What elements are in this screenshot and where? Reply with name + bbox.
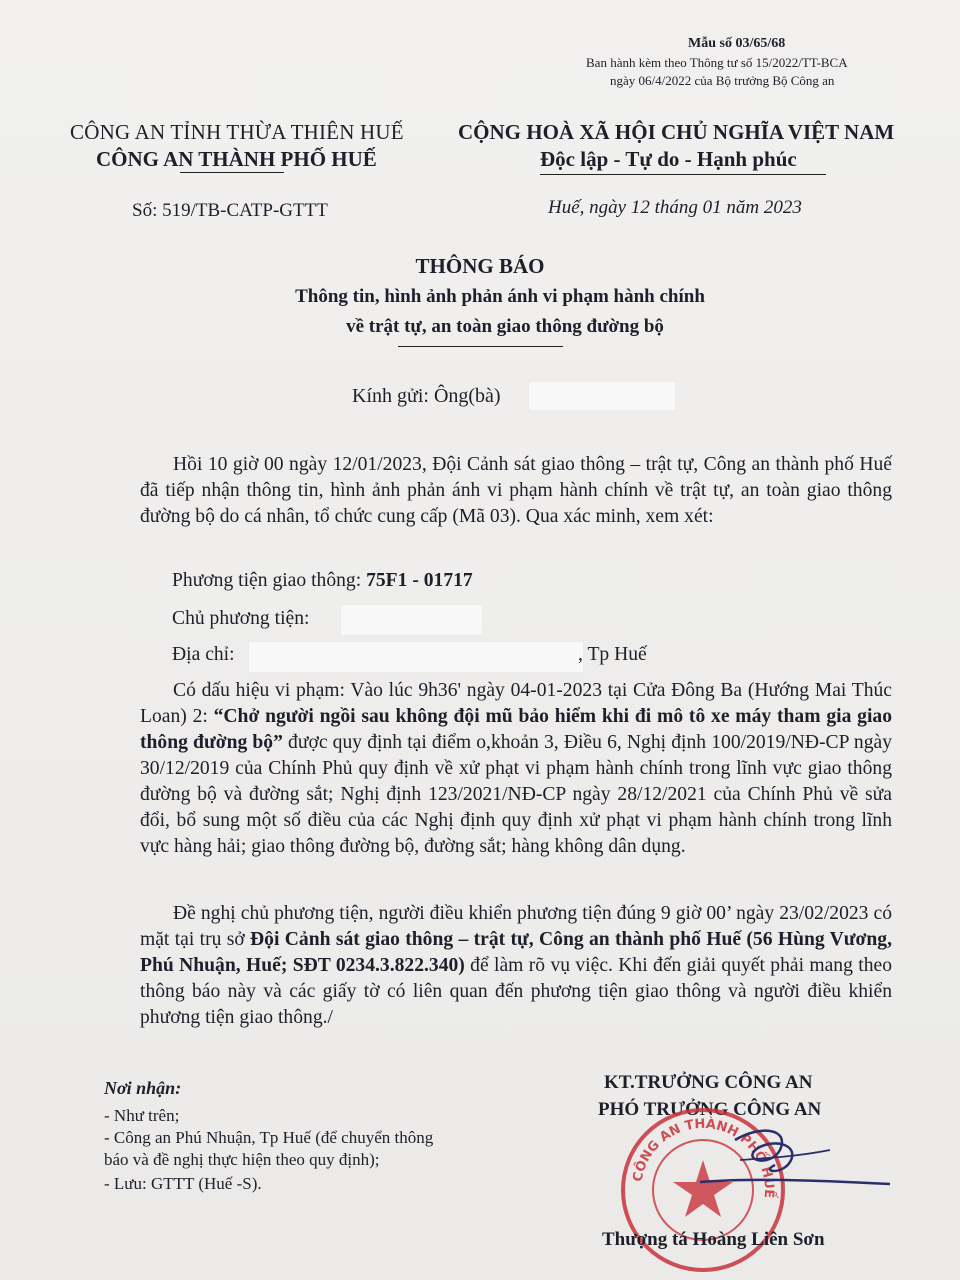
violation-text-1: Có dấu hiệu vi phạm: Vào lúc 9h36' ngày 04-01-2023 tại Cửa Đông Ba (Hướng Mai Thúc Loan) 2: xyxy=(140,680,892,727)
vehicle-label: Phương tiện giao thông: xyxy=(172,570,367,591)
intro-paragraph: Hồi 10 giờ 00 ngày 12/01/2023, Đội Cảnh sát giao thông – trật tự, Công an thành phố Huế đã tiếp nhận thông tin, hình ảnh phản ánh vi phạm hành chính về trật tự, an toàn giao thông đường bộ do cá nhân, tổ chức cung cấp (Mã 03). Qua xác minh, xem xét: xyxy=(140,454,892,527)
greeting-label: Kính gửi: Ông(bà) xyxy=(352,385,501,407)
recipient-item: - Công an Phú Nhuận, Tp Huế (để chuyển thông xyxy=(104,1128,434,1147)
motto-underline xyxy=(540,174,826,175)
address-suffix: , Tp Huế xyxy=(578,644,647,665)
document-title: THÔNG BÁO xyxy=(415,254,545,278)
document-number: Số: 519/TB-CATP-GTTT xyxy=(132,200,328,221)
document-subtitle-line2: về trật tự, an toàn giao thông đường bộ xyxy=(346,316,664,337)
recipient-item: - Lưu: GTTT (Huế -S). xyxy=(104,1174,262,1193)
recipient-item: báo và đề nghị thực hiện theo quy định); xyxy=(104,1150,380,1169)
request-text-2: để làm rõ vụ việc. Khi đến giải quyết phải mang theo thông báo này và các giấy tờ có liên quan đến phương tiện giao thông và người điều khiển phương tiện giao thông./ xyxy=(140,955,892,1028)
vehicle-line xyxy=(172,570,473,592)
request-text-1: Đề nghị chủ phương tiện, người điều khiển phương tiện đúng 9 giờ 00’ ngày 23/02/2023 có mặt tại trụ sở xyxy=(140,903,892,950)
handwritten-signature xyxy=(640,1120,900,1230)
signer-name: Thượng tá Hoàng Liên Sơn xyxy=(602,1229,825,1250)
violation-paragraph xyxy=(140,678,892,860)
place-date: Huế, ngày 12 tháng 01 năm 2023 xyxy=(548,197,802,218)
nation-motto: Độc lập - Tự do - Hạnh phúc xyxy=(540,147,797,171)
recipient-name-redaction xyxy=(528,381,676,411)
request-paragraph xyxy=(140,901,892,1031)
request-location: Đội Cảnh sát giao thông – trật tự, Công an thành phố Huế (56 Hùng Vương, Phú Nhuận, Huế; SĐT 0234.3.822.340) xyxy=(140,929,893,976)
form-issued-with: Ban hành kèm theo Thông tư số 15/2022/TT-BCA xyxy=(586,55,848,70)
signature-title-1: KT.TRƯỞNG CÔNG AN xyxy=(604,1072,813,1093)
nation-name: CỘNG HOÀ XÃ HỘI CHỦ NGHĨA VIỆT NAM xyxy=(458,120,895,144)
form-number: Mẫu số 03/65/68 xyxy=(688,36,786,51)
address-line xyxy=(172,644,235,666)
owner-label: Chủ phương tiện: xyxy=(172,608,310,629)
agency-underline xyxy=(180,172,284,173)
recipients-heading: Nơi nhận: xyxy=(104,1078,182,1098)
violation-description: “Chở người ngồi sau không đội mũ bảo hiểm khi đi mô tô xe máy tham gia giao thông đường bộ” xyxy=(140,706,892,753)
owner-line xyxy=(172,608,309,630)
subtitle-underline xyxy=(398,346,563,347)
address-label: Địa chỉ: xyxy=(172,644,235,665)
agency-unit: CÔNG AN THÀNH PHỐ HUẾ xyxy=(96,147,377,171)
agency-parent: CÔNG AN TỈNH THỪA THIÊN HUẾ xyxy=(70,120,404,144)
vehicle-plate: 75F1 - 01717 xyxy=(366,570,473,591)
document-subtitle-line1: Thông tin, hình ảnh phản ánh vi phạm hành chính xyxy=(295,286,705,307)
signature-title-2: PHÓ TRƯỞNG CÔNG AN xyxy=(598,1099,822,1120)
svg-text:CÔNG AN THÀNH PHỐ HUẾ: CÔNG AN THÀNH PHỐ HUẾ xyxy=(630,1116,777,1199)
form-issued-date: ngày 06/4/2022 của Bộ trưởng Bộ Công an xyxy=(610,73,835,88)
violation-text-2: được quy định tại điểm o,khoản 3, Điều 6, Nghị định 100/2019/NĐ-CP ngày 30/12/2019 của Chính Phủ quy định về xử phạt vi phạm hành chính trong lĩnh vực giao thông đường bộ và đường sắt; Nghị định 123/2021/NĐ-CP ngày 28/12/2021 của Chính Phủ về sửa đổi, bổ sung một số điều của các Nghị định quy định xử phạt vi phạm hành chính trong lĩnh vực hàng hải; giao thông đường bộ, đường sắt; hàng không dân dụng. xyxy=(140,732,892,857)
recipient-item: - Như trên; xyxy=(104,1106,180,1125)
owner-name-redaction xyxy=(340,604,483,636)
address-redaction xyxy=(248,641,584,673)
